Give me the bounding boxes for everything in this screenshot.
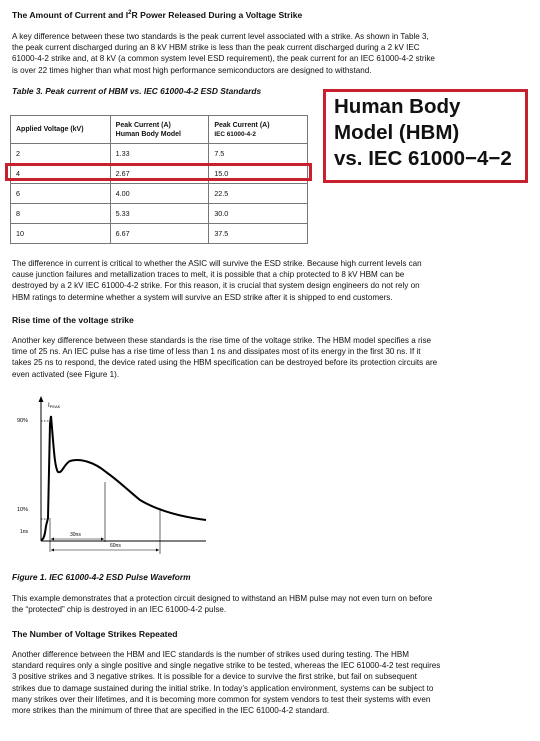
figure-caption: Figure 1. IEC 61000-4-2 ESD Pulse Waveform [12, 572, 191, 582]
callout-line: Human Body [334, 95, 461, 118]
paragraph-line: is over 22 times higher than what most high performance semiconductors are designed to withstand. [12, 65, 372, 75]
paragraph-line: Another difference between the HBM and IEC standards is the number of strikes used during testing. The HBM [12, 650, 409, 659]
table-cell: 30.0 [209, 204, 308, 224]
table-cell: 15.0 [209, 164, 308, 184]
table-cell: 22.5 [209, 184, 308, 204]
paragraph-line: strikes due to damage sustained during the initial strike. In today’s application environment, systems can be subject to [12, 683, 434, 693]
table-row [11, 224, 308, 244]
hbm-vs-iec-callout [323, 89, 528, 183]
table-cell: 8 [11, 204, 111, 224]
paragraph-line: cause junction failures and metallization traces to melt, it is possible that a chip protected to 8 kV HBM can be [12, 270, 405, 280]
table-cell: 7.5 [209, 144, 308, 164]
paragraph-line: more strikes than the minimum of three that are specified in the IEC 61000-4-2 standard. [12, 706, 330, 716]
heading-text-pre: The Amount of Current and I [12, 10, 129, 20]
paragraph-line: the peak current discharged during an 8 kV HBM strike is less than the peak current discharged during a 2 kV IEC [12, 43, 420, 53]
paragraph-line: The difference in current is critical to whether the ASIC will survive the ESD strike. Because high current levels can [12, 259, 422, 268]
paragraph-line: even activated (see Figure 1). [12, 369, 120, 379]
paragraph-line: takes 25 ns to respond, the device rated using the HBM specification can be destroyed before its protection circuits are [12, 358, 438, 368]
table-cell: 1.33 [110, 144, 209, 164]
paragraph-line: the “protected” chip is destroyed in an IEC 61000-4-2 pulse. [12, 605, 227, 615]
label-10-percent: 10% [17, 507, 29, 513]
highlight-box-4kv-row [5, 163, 312, 181]
table-row [11, 144, 308, 164]
paragraph-line: HBM ratings to determine whether a system will survive an ESD strike after it is shipped to end customers. [12, 292, 393, 302]
callout-line: vs. IEC 61000−4−2 [334, 147, 512, 170]
label-1ns: 1ns [20, 529, 29, 535]
section-heading-rise-time: Rise time of the voltage strike [12, 315, 134, 325]
table-cell: 6 [11, 184, 111, 204]
paragraph-line: destroyed by a 2 kV IEC 61000-4-2 strike. For this reason, it is crucial that system design engineers do not rely on [12, 281, 420, 291]
paragraph-strikes [12, 649, 540, 716]
paragraph-peak-current [12, 31, 532, 76]
table-row [11, 204, 308, 224]
paragraph-line: 3 positive strikes and 3 negative strikes. It is possible for a device to survive the first strike, but fail on subsequent [12, 672, 417, 682]
paragraph-line: 61000-4-2 strike and, at 8 kV (a common system level ESD requirement), the peak current for an IEC 61000-4-2 strike [12, 54, 435, 64]
esd-pulse-waveform-figure [10, 394, 210, 556]
table-header-row [11, 116, 308, 144]
label-90-percent: 90% [17, 418, 29, 424]
table-cell: 6.67 [110, 224, 209, 244]
paragraph-line: A key difference between these two standards is the peak current level associated with a strike. As shown in Table 3, [12, 32, 429, 41]
callout-line: Model (HBM) [334, 121, 460, 144]
paragraph-line: many strikes over their lifetimes, and it is becoming more common for system vendors to test their systems with even [12, 694, 431, 704]
paragraph-line: Another key difference between these standards is the rise time of the voltage strike. The HBM model specifies a rise [12, 336, 431, 345]
table-cell: 4 [11, 164, 111, 184]
paragraph-line: time of 25 ns. An IEC pulse has a rise time of less than 1 ns and dissipates most of its energy in the first 30 ns. If it [12, 347, 421, 357]
paragraph-current-critical [12, 258, 532, 303]
paragraph-rise-time [12, 335, 532, 380]
paragraph-line: This example demonstrates that a protection circuit designed to withstand an HBM pulse may not even turn on before [12, 594, 433, 603]
pulse-waveform-curve [41, 416, 206, 540]
table-row [11, 184, 308, 204]
table-header-cell: Applied Voltage (kV) [11, 116, 111, 144]
table-cell: 5.33 [110, 204, 209, 224]
table-caption: Table 3. Peak current of HBM vs. IEC 61000-4-2 ESD Standards [12, 86, 262, 96]
table-cell: 2 [11, 144, 111, 164]
table-header-cell: Peak Current (A) Human Body Model [110, 116, 209, 144]
section-heading-strikes-repeated: The Number of Voltage Strikes Repeated [12, 629, 178, 639]
y-axis-label: IPEAK [48, 403, 61, 409]
table-cell: 2.67 [110, 164, 209, 184]
table-cell: 37.5 [209, 224, 308, 244]
table-cell: 4.00 [110, 184, 209, 204]
section-heading-current-power [12, 10, 302, 20]
label-30ns: 30ns [70, 532, 81, 538]
heading-superscript: 2 [128, 10, 132, 17]
paragraph-example [12, 593, 532, 615]
label-60ns: 60ns [110, 543, 121, 549]
table-header-cell: Peak Current (A) IEC 61000-4-2 [209, 116, 308, 144]
paragraph-line: standard requires only a single positive and single negative strike to be tested, whereas the IEC 61000-4-2 test requires [12, 661, 441, 671]
heading-text-post: R Power Released During a Voltage Strike [131, 10, 303, 20]
table-cell: 10 [11, 224, 111, 244]
